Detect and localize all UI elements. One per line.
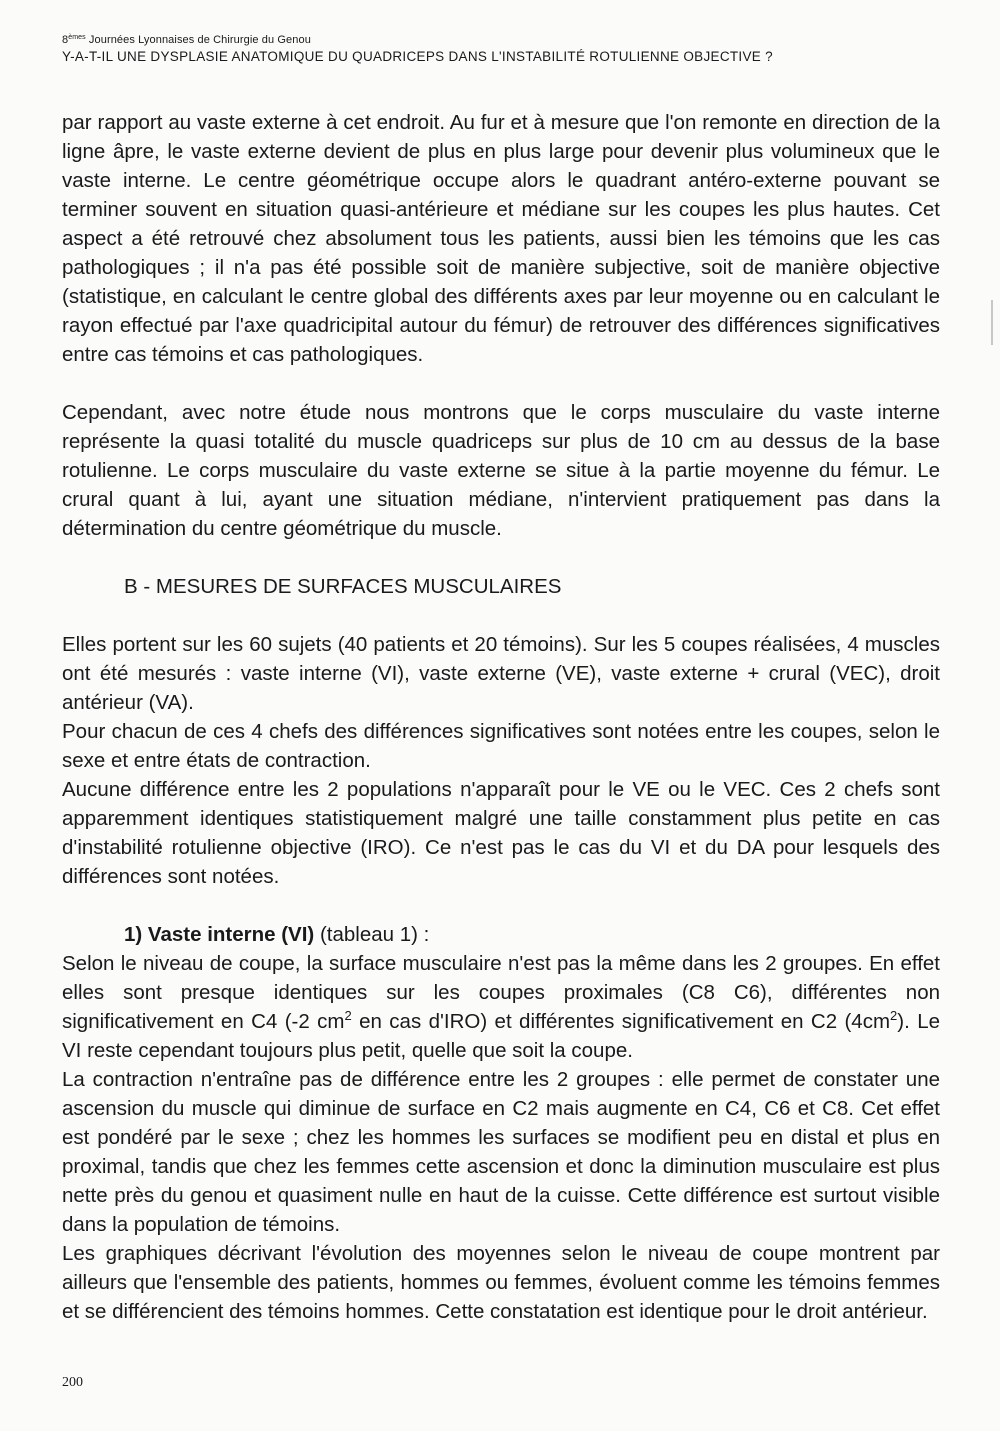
paragraph: Pour chacun de ces 4 chefs des différences significatives sont notées entre les coupes, selon le sexe et entre états de contraction. bbox=[62, 720, 940, 772]
paragraph: Les graphiques décrivant l'évolution des moyennes selon le niveau de coupe montrent par ailleurs que l'ensemble des patients, hommes ou femmes, évoluent comme les témoins femmes et se différencient des témoins hommes. Cette constatation est identique pour le droit antérieur. bbox=[62, 1242, 940, 1323]
superscript: 2 bbox=[890, 1008, 898, 1023]
article-body bbox=[62, 108, 940, 1326]
edition-suffix: èmes bbox=[68, 34, 86, 41]
conference-label: Journées Lyonnaises de Chirurgie du Genou bbox=[88, 34, 311, 46]
subsection-heading bbox=[62, 920, 940, 949]
superscript: 2 bbox=[344, 1008, 352, 1023]
subsection-title: 1) Vaste interne (VI) bbox=[124, 923, 315, 946]
paragraph: par rapport au vaste externe à cet endroit. Au fur et à mesure que l'on remonte en direction de la ligne âpre, le vaste externe devient de plus en plus large pour devenir plus volumineux que le vaste interne. Le centre géométrique occupe alors le quadrant antéro-externe pouvant se terminer souvent en situation quasi-antérieure et médiane sur les coupes les plus hautes. Cet aspect a été retrouvé chez absolument tous les patients, aussi bien les témoins que les cas pathologiques ; il n'a pas été possible soit de manière subjective, soit de manière objective (statistique, en calculant le centre global des différents axes par leur moyenne ou en calculant le rayon effectué par l'axe quadricipital autour du fémur) de retrouver des différences significatives entre cas témoins et cas pathologiques. bbox=[62, 111, 940, 366]
paragraph: Elles portent sur les 60 sujets (40 patients et 20 témoins). Sur les 5 coupes réalisées, 4 muscles ont été mesurés : vaste interne (VI), vaste externe (VE), vaste externe + crural (VEC), droit antérieur (VA). bbox=[62, 633, 940, 714]
running-header bbox=[62, 34, 942, 65]
paragraph: La contraction n'entraîne pas de différence entre les 2 groupes : elle permet de constater une ascension du muscle qui diminue de surface en C2 mais augmente en C4, C6 et C8. Cet effet est pondéré par le sexe ; chez les hommes les surfaces se modifient peu en distal et plus en proximal, tandis que chez les femmes cette ascension et donc la diminution musculaire est plus nette près du genou et quasiment nulle en haut de la cuisse. Cette différence est surtout visible dans la population de témoins. bbox=[62, 1068, 940, 1236]
page-number: 200 bbox=[62, 1375, 83, 1390]
subsection-reference: (tableau 1) : bbox=[314, 923, 430, 946]
article-title: Y-A-T-IL UNE DYSPLASIE ANATOMIQUE DU QUADRICEPS DANS L'INSTABILITÉ ROTULIENNE OBJECTIVE ? bbox=[62, 49, 773, 64]
section-heading: B - MESURES DE SURFACES MUSCULAIRES bbox=[124, 575, 562, 598]
edition-number: 8 bbox=[62, 34, 69, 46]
conference-name bbox=[62, 34, 942, 47]
paragraph: Cependant, avec notre étude nous montrons que le corps musculaire du vaste interne représente la quasi totalité du muscle quadriceps sur plus de 10 cm au dessus de la base rotulienne. Le corps musculaire du vaste externe se situe à la partie moyenne du fémur. Le crural quant à lui, ayant une situation médiane, n'intervient pratiquement pas dans la détermination du centre géométrique du muscle. bbox=[62, 401, 940, 540]
paragraph: Selon le niveau de coupe, la surface musculaire n'est pas la même dans les 2 groupes. En effet elles sont presque identiques sur les coupes proximales (C8 C6), différentes non significativement en C4 (-2 $cm^2$ en cas d'IRO) et différentes significativement en C2 $(4cm^2)$. Le VI reste cependant toujours plus petit, quelle que soit la coupe. bbox=[62, 952, 940, 1062]
scan-edge-mark bbox=[991, 300, 993, 345]
paragraph: Aucune différence entre les 2 populations n'apparaît pour le VE ou le VEC. Ces 2 chefs sont apparemment identiques statistiquement malgré une taille constamment plus petite en cas d'instabilité rotulienne objective (IRO). Ce n'est pas le cas du VI et du DA pour lesquels des différences sont notées. bbox=[62, 778, 940, 888]
